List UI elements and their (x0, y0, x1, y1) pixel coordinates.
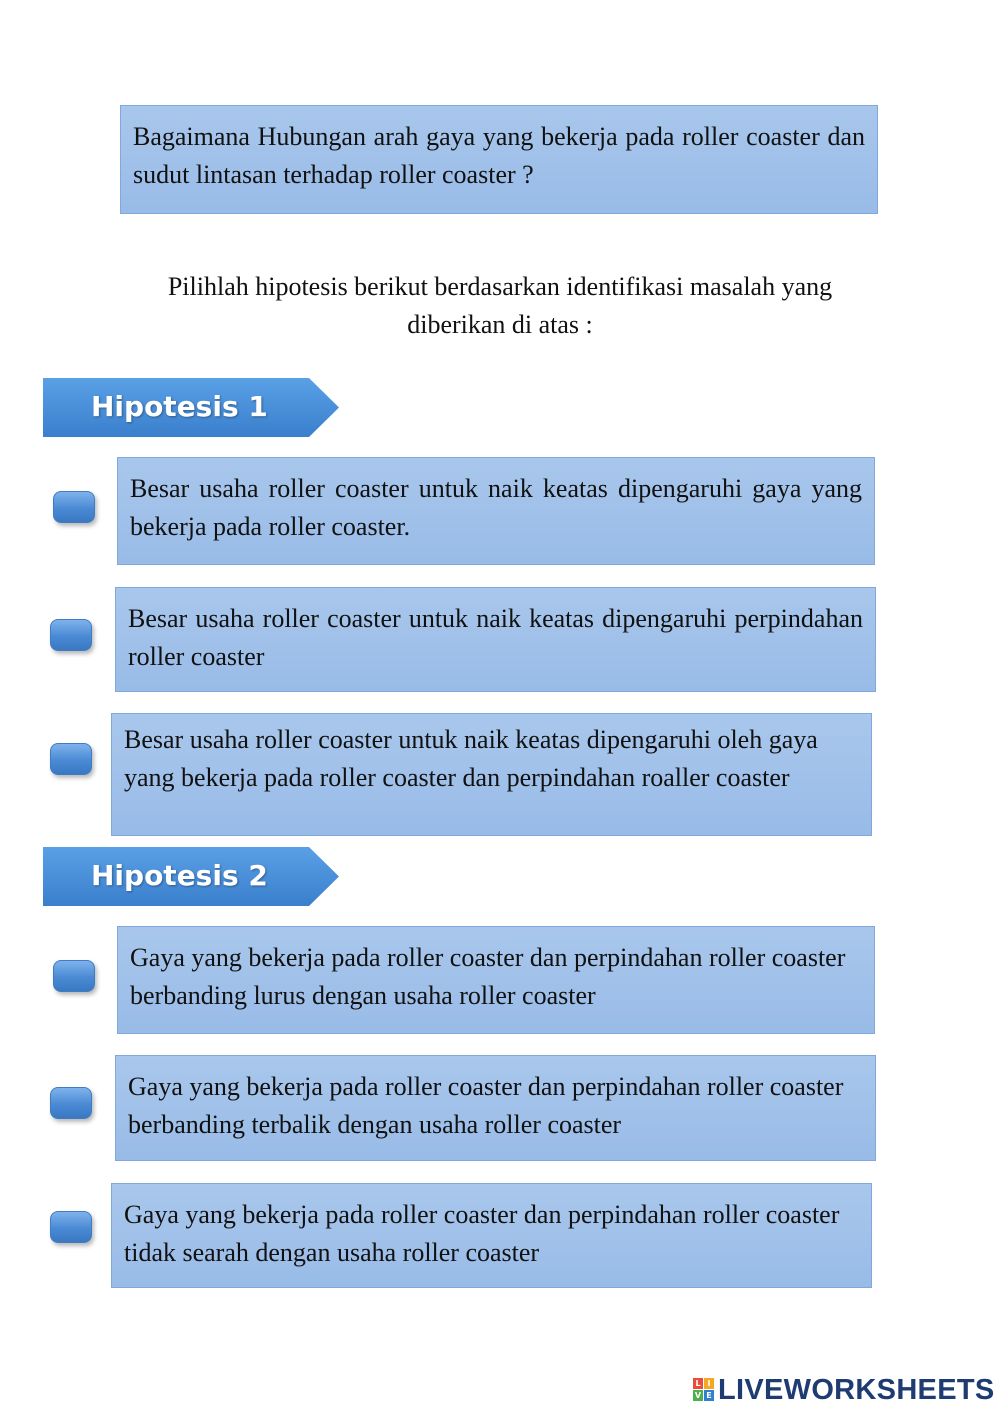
h2-option-2-text: Gaya yang bekerja pada roller coaster dan perpindahan roller coaster berbanding terbalik dengan usaha roller coaster (115, 1055, 876, 1161)
checkbox-h1-option-2[interactable] (50, 619, 92, 651)
hypothesis-2-banner (43, 847, 339, 906)
checkbox-h2-option-2[interactable] (50, 1087, 92, 1119)
checkbox-h1-option-3[interactable] (50, 743, 92, 775)
h1-option-1-text: Besar usaha roller coaster untuk naik keatas dipengaruhi gaya yang bekerja pada roller coaster. (117, 457, 875, 565)
checkbox-h2-option-3[interactable] (50, 1211, 92, 1243)
logo-mark-letter: V (694, 1391, 702, 1400)
liveworksheets-logo (693, 1372, 995, 1408)
checkbox-h1-option-1[interactable] (53, 491, 95, 523)
checkbox-h2-option-1[interactable] (53, 960, 95, 992)
hypothesis-1-title: Hipotesis 1 (91, 390, 268, 423)
hypothesis-1-banner (43, 378, 339, 437)
liveworksheets-logo-icon (693, 1378, 715, 1402)
logo-mark-letter: E (704, 1390, 714, 1401)
instruction-text: Pilihlah hipotesis berikut berdasarkan identifikasi masalah yang diberikan di atas : (167, 272, 833, 339)
hypothesis-2-title: Hipotesis 2 (91, 859, 268, 892)
h1-option-2-text: Besar usaha roller coaster untuk naik keatas dipengaruhi perpindahan roller coaster (115, 587, 876, 692)
h1-option-3-text: Besar usaha roller coaster untuk naik keatas dipengaruhi oleh gaya yang bekerja pada roller coaster dan perpindahan roaller coaster (111, 713, 872, 836)
logo-mark-letter: I (704, 1378, 714, 1389)
question-box: Bagaimana Hubungan arah gaya yang bekerja pada roller coaster dan sudut lintasan terhadap roller coaster ? (120, 105, 878, 214)
h2-option-3-text: Gaya yang bekerja pada roller coaster dan perpindahan roller coaster tidak searah dengan usaha roller coaster (111, 1183, 872, 1288)
liveworksheets-logo-text: LIVEWORKSHEETS (718, 1373, 995, 1406)
logo-mark-letter: L (693, 1378, 703, 1389)
h2-option-1-text: Gaya yang bekerja pada roller coaster dan perpindahan roller coaster berbanding lurus dengan usaha roller coaster (117, 926, 875, 1034)
